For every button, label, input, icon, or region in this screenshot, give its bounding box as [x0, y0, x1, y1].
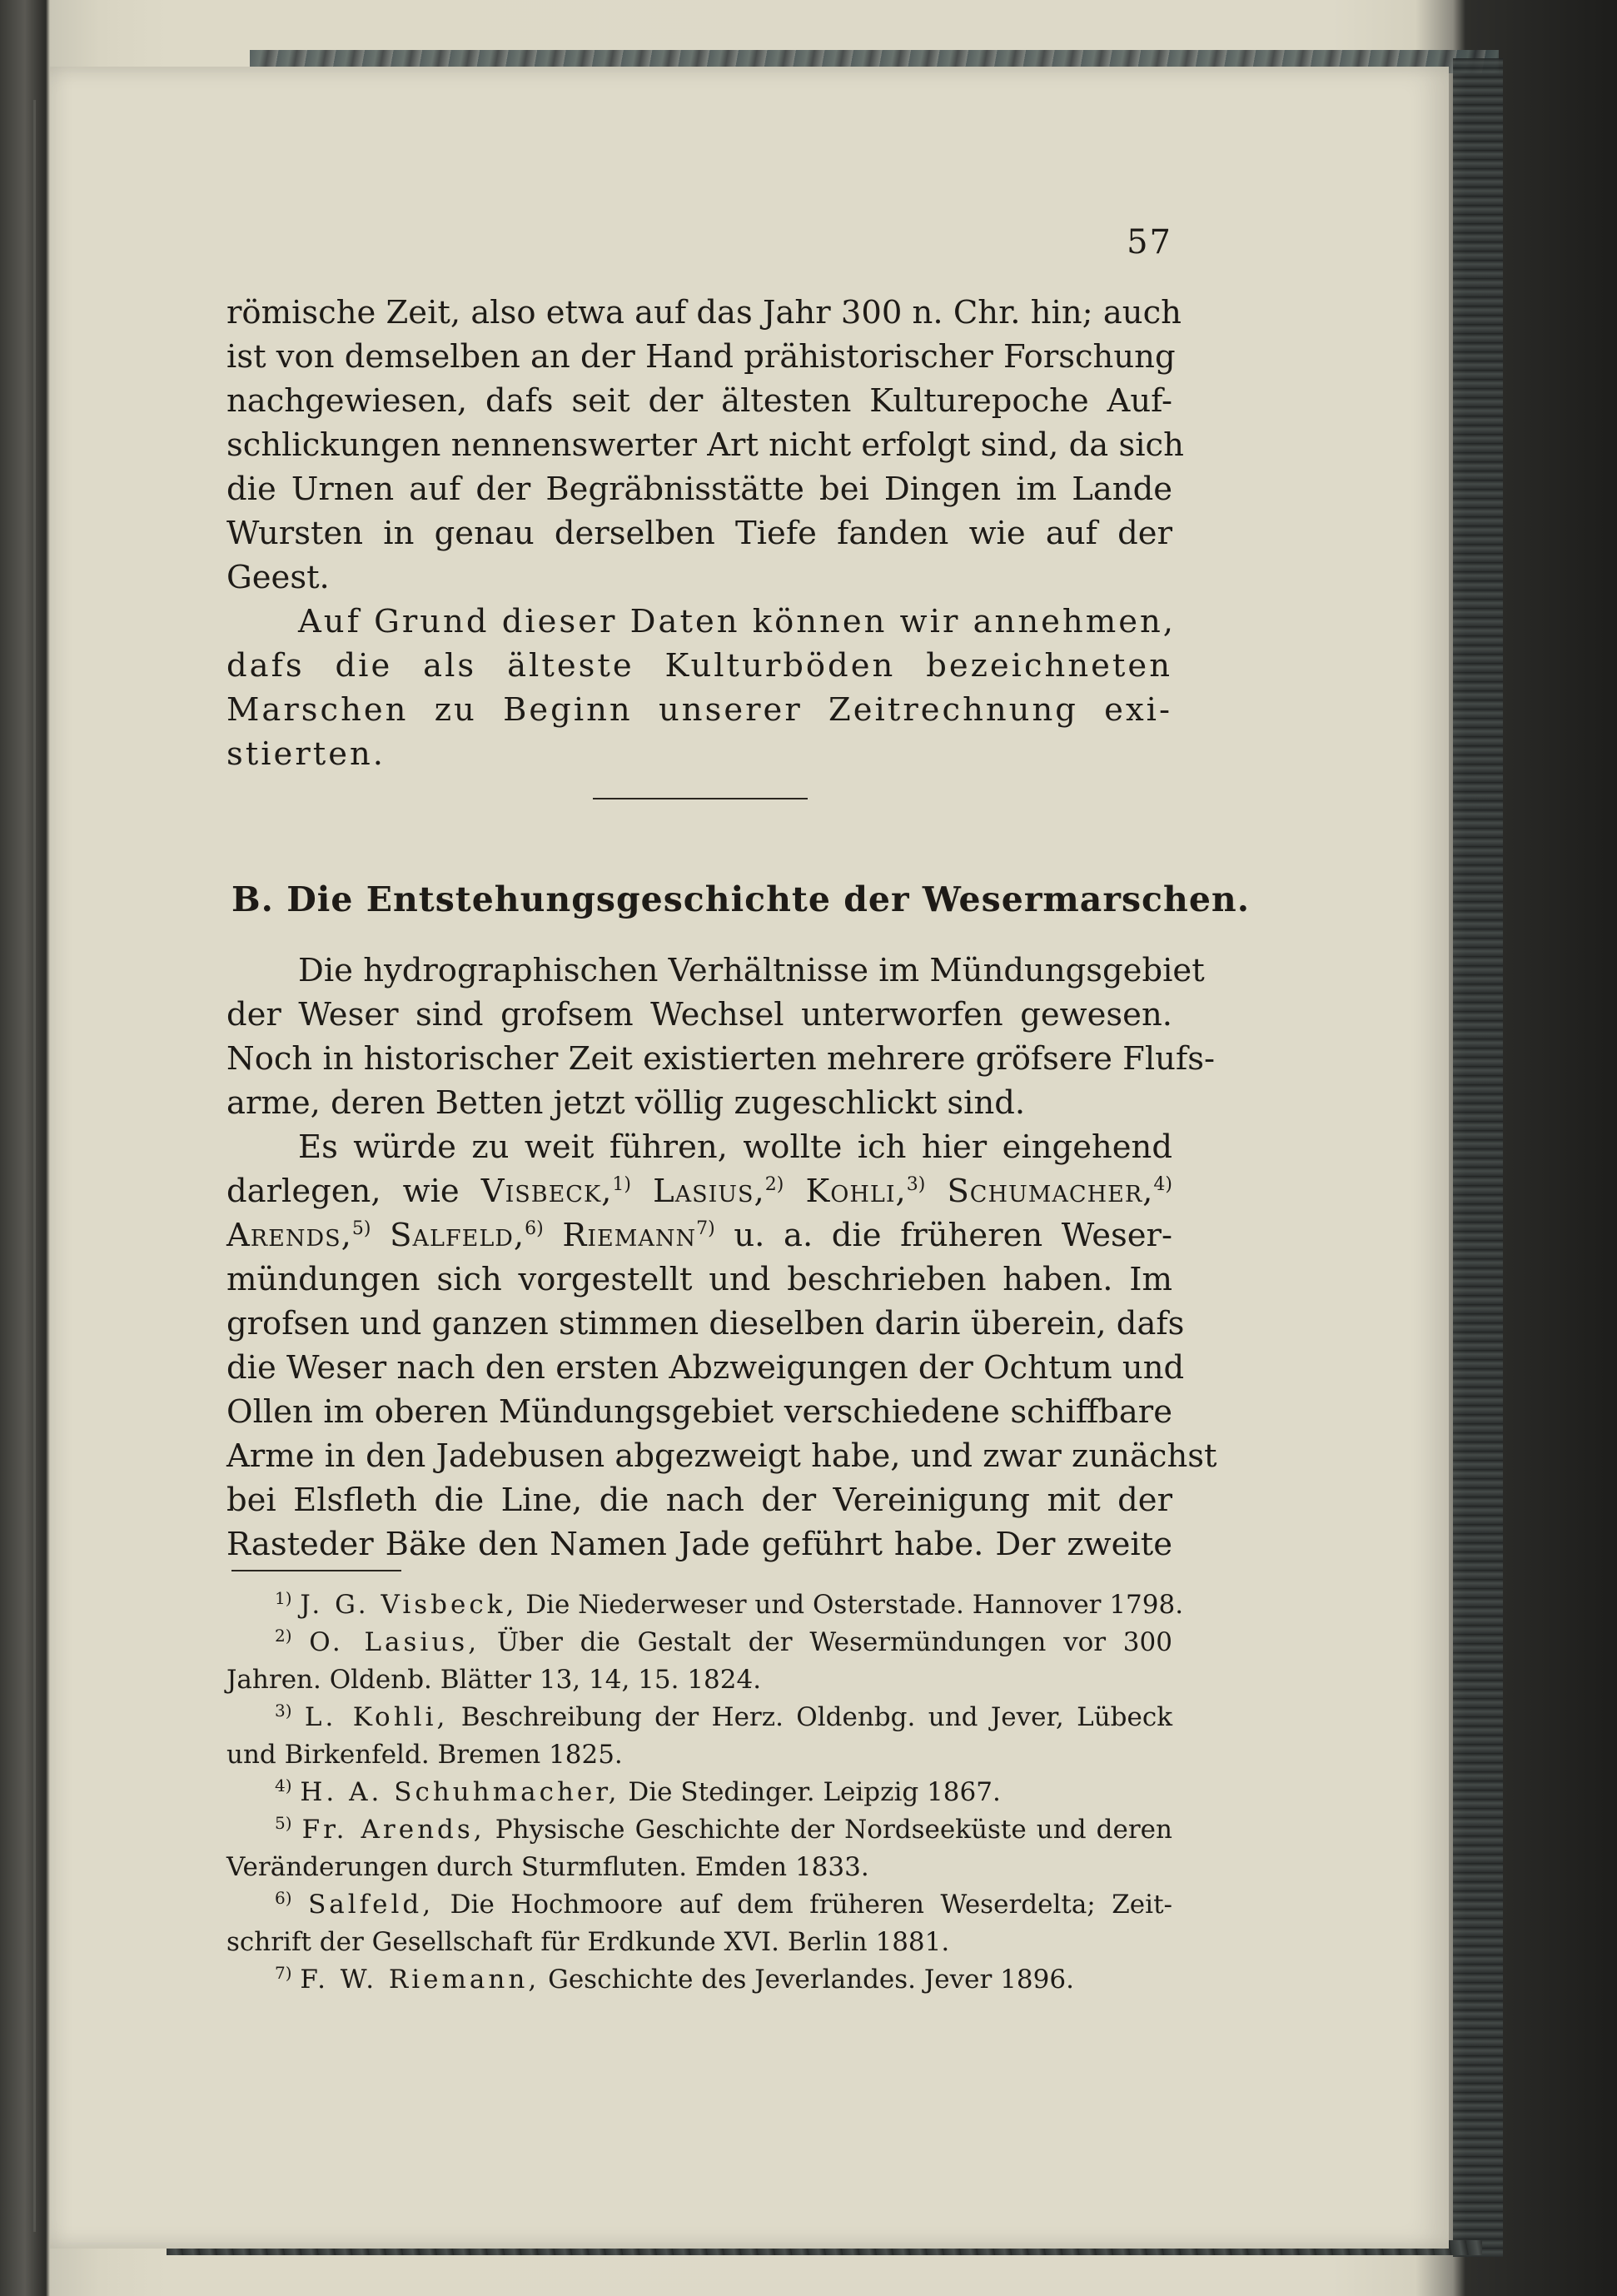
author-name: Lasius,	[653, 1173, 765, 1210]
footnote-ref: 1)	[612, 1174, 631, 1195]
footnote-author: H. A. Schuhmacher,	[300, 1777, 620, 1807]
body-line: schlickungen nennenswerter Art nicht erfolgt sind, da sich	[226, 426, 1184, 464]
footnote-ref: 3)	[906, 1174, 926, 1195]
footnote-ref: 2)	[764, 1174, 784, 1195]
footnote-ref: 7)	[696, 1218, 715, 1239]
body-line: Ollen im oberen Mündungsgebiet verschiedene schiffbare	[226, 1393, 1172, 1431]
book-binding-edge	[1453, 58, 1503, 2257]
body-line: bei Elsfleth die Line, die nach der Vereinigung mit der	[226, 1482, 1172, 1519]
footnote	[275, 1624, 1172, 1661]
body-line: der Weser sind grofsem Wechsel unterworfen gewesen.	[226, 996, 1172, 1033]
footnote-divider	[231, 1570, 401, 1571]
footnote-ref: 6)	[525, 1218, 544, 1239]
footnote-mark: 4)	[275, 1776, 292, 1795]
footnote-author: Salfeld,	[308, 1890, 435, 1920]
body-line: ist von demselben an der Hand prähistorischer Forschung	[226, 338, 1176, 376]
footnote-mark: 6)	[275, 1888, 292, 1908]
section-divider	[593, 798, 808, 799]
author-name: Salfeld,	[390, 1217, 525, 1254]
footnote	[275, 1774, 1172, 1810]
footnote-ref: 4)	[1153, 1174, 1172, 1195]
body-line: die Weser nach den ersten Abzweigungen der Ochtum und	[226, 1349, 1185, 1387]
author-name: Riemann	[562, 1217, 697, 1254]
footnote-ref: 5)	[351, 1218, 371, 1239]
footnote-mark: 2)	[275, 1626, 292, 1646]
footnote-mark: 5)	[275, 1813, 292, 1833]
body-line-citations	[226, 1170, 1172, 1213]
footnote-author: L. Kohli,	[304, 1702, 449, 1732]
footnote-text: Die Hochmoore auf dem früheren Weserdelta; Zeit-	[450, 1890, 1172, 1920]
footnote-author: J. G. Visbeck,	[300, 1590, 518, 1620]
author-name: Arends,	[226, 1217, 352, 1254]
body-line: Rasteder Bäke den Namen Jade geführt habe. Der zweite	[226, 1526, 1172, 1563]
footnote	[275, 1699, 1172, 1736]
body-line: mündungen sich vorgestellt und beschrieben haben. Im	[226, 1261, 1172, 1298]
body-line: Die hydrographischen Verhältnisse im Mündungsgebiet	[298, 952, 1205, 989]
body-line: Auf Grund dieser Daten können wir annehmen,	[298, 603, 1177, 640]
body-line: Wursten in genau derselben Tiefe fanden wie auf der	[226, 515, 1172, 552]
footnote-text: Über die Gestalt der Wesermündungen vor 300	[496, 1627, 1172, 1657]
footnote-mark: 7)	[275, 1963, 292, 1983]
body-line: stierten.	[226, 735, 386, 773]
body-line-citations	[226, 1214, 1172, 1258]
page-number: 57	[1127, 223, 1172, 261]
footnote-author: O. Lasius,	[309, 1627, 480, 1657]
line-suffix: u. a. die früheren Weser-	[734, 1217, 1172, 1254]
body-line: römische Zeit, also etwa auf das Jahr 300 n. Chr. hin; auch	[226, 294, 1182, 331]
author-name: Kohli,	[805, 1173, 907, 1210]
footnote-text: Die Niederweser und Osterstade. Hannover 1798.	[525, 1590, 1184, 1620]
body-line: dafs die als älteste Kulturböden bezeichneten	[226, 647, 1172, 685]
footnote-author: F. W. Riemann,	[300, 1965, 540, 1995]
line-prefix: darlegen, wie	[226, 1173, 481, 1210]
footnote-text: Physische Geschichte der Nordseeküste und deren	[495, 1815, 1172, 1845]
body-line: nachgewiesen, dafs seit der ältesten Kulturepoche Auf-	[226, 382, 1172, 420]
body-line: Marschen zu Beginn unserer Zeitrechnung exi-	[226, 691, 1172, 729]
section-heading: B. Die Entstehungsgeschichte der Wesermarschen.	[231, 879, 1250, 919]
footnote-continuation: und Birkenfeld. Bremen 1825.	[226, 1740, 623, 1770]
footnote-text: Geschichte des Jeverlandes. Jever 1896.	[548, 1965, 1074, 1995]
footnote-author: Fr. Arends,	[301, 1815, 485, 1845]
body-line: Geest.	[226, 559, 330, 596]
footnote-continuation: Jahren. Oldenb. Blätter 13, 14, 15. 1824.	[226, 1665, 762, 1695]
footnote-continuation: Veränderungen durch Sturmfluten. Emden 1833.	[226, 1852, 869, 1882]
page-gutter-line	[33, 100, 36, 2232]
footnote-text: Die Stedinger. Leipzig 1867.	[628, 1777, 1001, 1807]
footnote	[275, 1961, 1172, 1998]
body-line: arme, deren Betten jetzt völlig zugeschlickt sind.	[226, 1084, 1026, 1122]
body-line: Es würde zu weit führen, wollte ich hier eingehend	[298, 1128, 1172, 1166]
author-name: Schumacher,	[947, 1173, 1154, 1210]
body-line: grofsen und ganzen stimmen dieselben darin überein, dafs	[226, 1305, 1185, 1342]
footnote-mark: 3)	[275, 1701, 292, 1721]
footnote-text: Beschreibung der Herz. Oldenbg. und Jever, Lübeck	[460, 1702, 1172, 1732]
footnote	[275, 1586, 1184, 1623]
footnote	[275, 1811, 1172, 1848]
footnote	[275, 1886, 1172, 1923]
footnote-continuation: schrift der Gesellschaft für Erdkunde XVI. Berlin 1881.	[226, 1927, 950, 1957]
body-line: die Urnen auf der Begräbnisstätte bei Dingen im Lande	[226, 471, 1172, 508]
footnote-mark: 1)	[275, 1588, 292, 1608]
author-name: Visbeck,	[480, 1173, 613, 1210]
body-line: Arme in den Jadebusen abgezweigt habe, und zwar zunächst	[226, 1437, 1217, 1475]
body-line: Noch in historischer Zeit existierten mehrere gröfsere Flufs-	[226, 1040, 1215, 1078]
